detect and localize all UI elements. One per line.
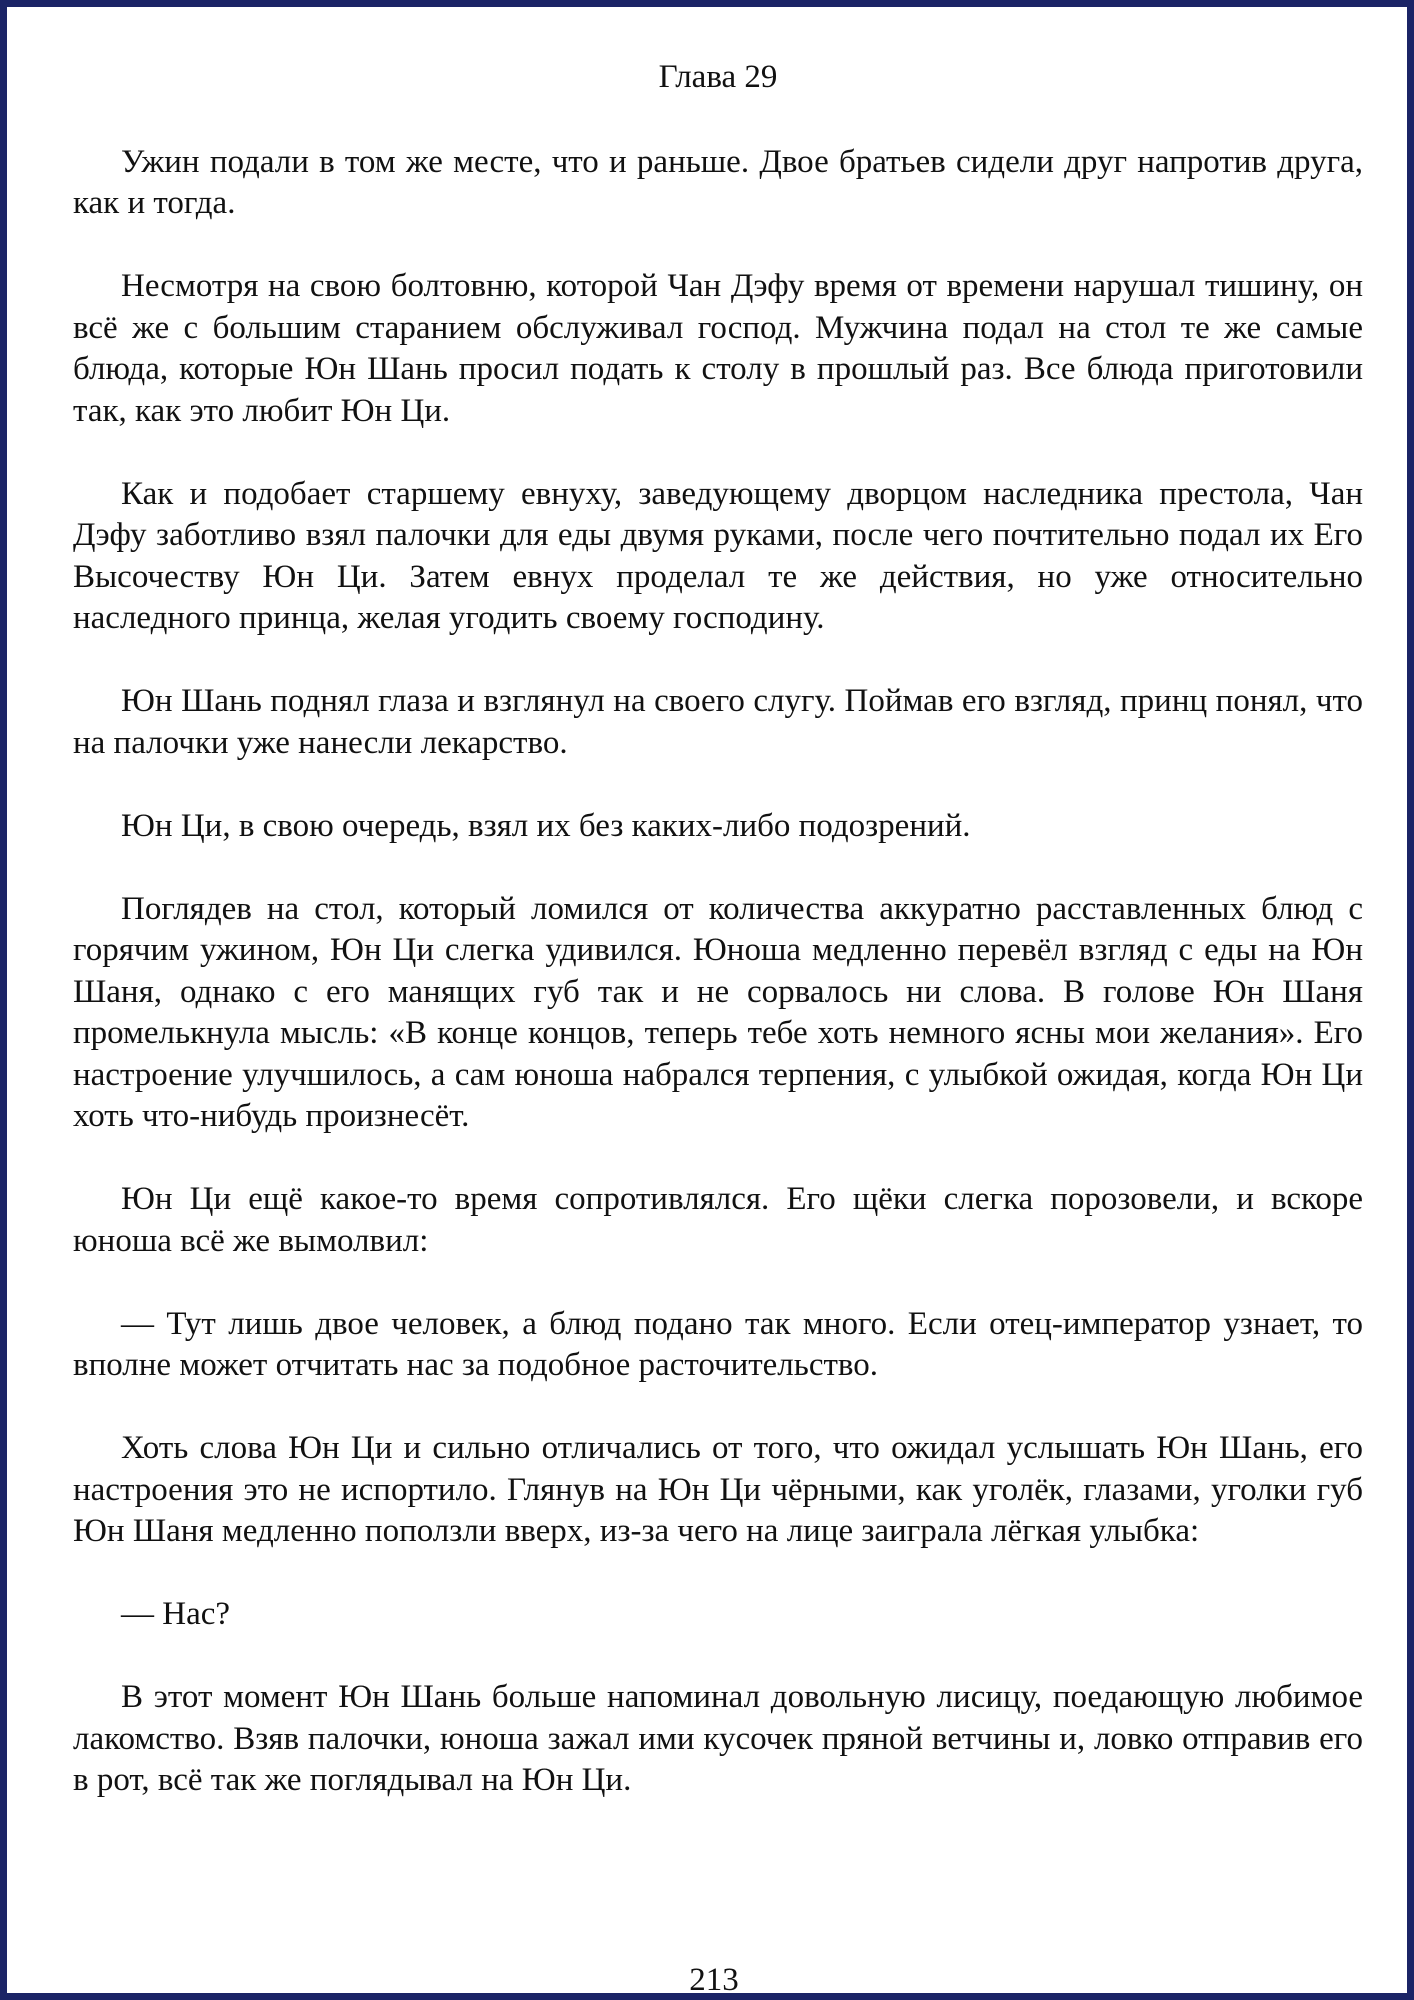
- paragraph-5: Юн Ци, в свою очередь, взял их без каких-либо подозрений.: [121, 807, 971, 844]
- paragraph-8: — Тут лишь двое человек, а блюд подано так много. Если отец-император узнает, то вполне может отчитать нас за подобное расточительство.: [73, 1305, 1363, 1383]
- page-content: [73, 57, 1363, 1843]
- paragraph-3: Как и подобает старшему евнуху, заведующему дворцом наследника престола, Чан Дэфу заботливо взял палочки для еды двумя руками, после чего почтительно подал их Его Высочеству Юн Ци. Затем евнух проделал те же действия, но уже относительно наследного принца, желая угодить своему господину.: [73, 475, 1363, 636]
- paragraph-10: — Нас?: [121, 1596, 231, 1632]
- paragraph-11: В этот момент Юн Шань больше напоминал довольную лисицу, поедающую любимое лакомство. Взяв палочки, юноша зажал ими кусочек пряной ветчины и, ловко отправив его в рот, всё так же поглядывал на Юн Ци.: [73, 1679, 1363, 1798]
- page-number: 213: [689, 1962, 739, 1998]
- paragraph-4: Юн Шань поднял глаза и взглянул на своего слугу. Поймав его взгляд, принц понял, что на палочки уже нанесли лекарство.: [73, 683, 1363, 761]
- paragraph-9: Хоть слова Юн Ци и сильно отличались от того, что ожидал услышать Юн Шань, его настроения это не испортило. Глянув на Юн Ци чёрными, как уголёк, глазами, уголки губ Юн Шаня медленно поползли вверх, из-за чего на лице заиграла лёгкая улыбка:: [73, 1430, 1363, 1549]
- paragraph-7: Юн Ци ещё какое-то время сопротивлялся. Его щёки слегка порозовели, и вскоре юноша всё же вымолвил:: [73, 1181, 1363, 1259]
- paragraph-1: Ужин подали в том же месте, что и раньше. Двое братьев сидели друг напротив друга, как и тогда.: [73, 143, 1363, 221]
- paragraph-6: Поглядев на стол, который ломился от количества аккуратно расставленных блюд с горячим ужином, Юн Ци слегка удивился. Юноша медленно перевёл взгляд с еды на Юн Шаня, однако с его манящих губ так и не сорвалось ни слова. В голове Юн Шаня промелькнула мысль: «В конце концов, теперь тебе хоть немного ясны мои желания». Его настроение улучшилось, а сам юноша набрался терпения, с улыбкой ожидая, когда Юн Ци хоть что-нибудь произнесёт.: [73, 890, 1363, 1134]
- paragraph-2: Несмотря на свою болтовню, которой Чан Дэфу время от времени нарушал тишину, он всё же с большим старанием обслуживал господ. Мужчина подал на стол те же самые блюда, которые Юн Шань просил подать к столу в прошлый раз. Все блюда приготовили так, как это любит Юн Ци.: [73, 268, 1363, 429]
- chapter-title: Глава 29: [658, 59, 778, 95]
